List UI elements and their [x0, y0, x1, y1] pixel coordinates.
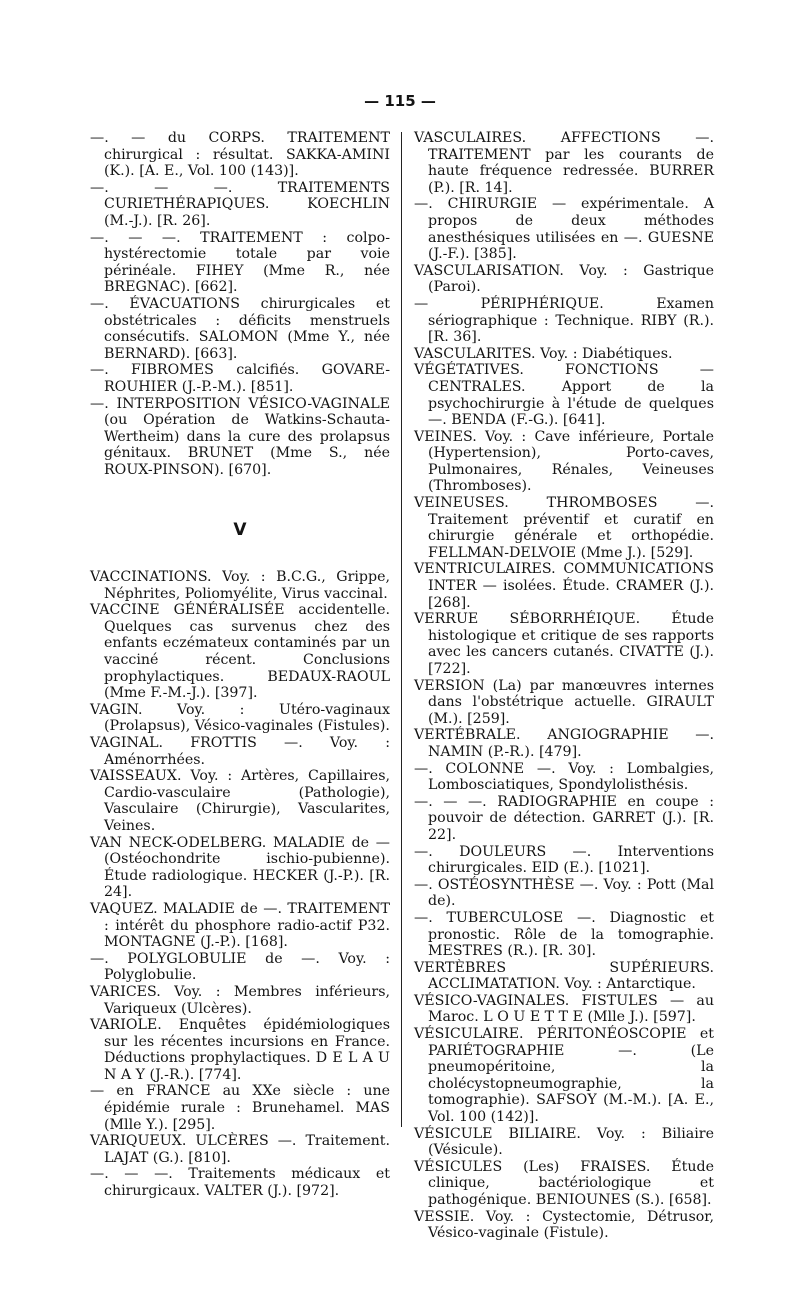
index-entry: —. — —. Traitements médicaux et chirurgicaux. VALTER (J.). [972]. [90, 1166, 390, 1200]
index-entry: VASCULAIRES. AFFECTIONS —. TRAITEMENT par les courants de haute fréquence redressée. BURRER (P.). [R. 14]. [414, 130, 714, 196]
index-entry: VAN NECK-ODELBERG. MALADIE de — (Ostéochondrite ischio-pubienne). Étude radiologique. HECKER (J.-P.). [R. 24]. [90, 834, 390, 901]
index-entry: VÉSICULAIRE. PÉRITONÉOSCOPIE et PARIÉTOGRAPHIE —. (Le pneumopéritoine, la cholécystopneumographie, la tomographie). SAFSOY (M.-M.). [A. E., Vol. 100 (142)]. [414, 1026, 714, 1126]
index-entry: VENTRICULAIRES. COMMUNICATIONS INTER — isolées. Étude. CRAMER (J.). [268]. [414, 561, 714, 611]
index-entry: —. INTERPOSITION VÉSICO-VAGINALE (ou Opération de Watkins-Schauta-Wertheim) dans la cure des prolapsus génitaux. BRUNET (Mme S., née ROUX-PINSON). [670]. [90, 395, 390, 478]
index-entry: —. — du CORPS. TRAITEMENT chirurgical : résultat. SAKKA-AMINI (K.). [A. E., Vol. 100 (143)]. [90, 130, 390, 180]
index-entry: VAQUEZ. MALADIE de —. TRAITEMENT : intérêt du phosphore radio-actif P32. MONTAGNE (J.-P.). [168]. [90, 900, 390, 951]
index-entry: VERTÉBRALE. ANGIOGRAPHIE —. NAMIN (P.-R.). [479]. [414, 727, 714, 760]
left-column [90, 130, 390, 1200]
index-entry: —. — —. RADIOGRAPHIE en coupe : pouvoir de détection. GARRET (J.). [R. 22]. [414, 793, 714, 843]
index-entry: VERTÈBRES SUPÉRIEURS. ACCLIMATATION. Voy. : Antarctique. [414, 959, 714, 993]
index-entry: —. TUBERCULOSE —. Diagnostic et pronostic. Rôle de la tomographie. MESTRES (R.). [R. 30]. [414, 909, 714, 960]
left-entries-before-section [90, 130, 390, 478]
index-entry: VAISSEAUX. Voy. : Artères, Capillaires, Cardio-vasculaire (Pathologie), Vasculaire (Chirurgie), Vascularites, Veines. [90, 768, 390, 834]
index-entry: VAGINAL. FROTTIS —. Voy. : Aménorrhées. [90, 735, 390, 768]
index-entry: VÉSICULES (Les) FRAISES. Étude clinique, bactériologique et pathogénique. BENIOUNES (S.). [658]. [414, 1158, 714, 1208]
index-entry: VÉSICO-VAGINALES. FISTULES — au Maroc. L O U E T T E (Mlle J.). [597]. [414, 992, 714, 1026]
index-entry: VACCINE GÉNÉRALISÉE accidentelle. Quelques cas survenus chez des enfants eczémateux contaminés par un vacciné récent. Conclusions prophylactiques. BEDAUX-RAOUL (Mme F.-M.-J.). [397]. [90, 602, 390, 702]
index-entry: VAGIN. Voy. : Utéro-vaginaux (Prolapsus), Vésico-vaginales (Fistules). [90, 701, 390, 735]
index-entry: VÉSICULE BILIAIRE. Voy. : Biliaire (Vésicule). [414, 1125, 714, 1159]
index-entry: —. — —. TRAITEMENTS CURIETHÉRAPIQUES. KOECHLIN (M.-J.). [R. 26]. [90, 179, 390, 229]
page-number: — 115 — [364, 92, 436, 110]
index-entry: VASCULARITES. Voy. : Diabétiques. [414, 345, 673, 362]
index-entry: —. DOULEURS —. Interventions chirurgicales. EID (E.). [1021]. [414, 843, 714, 877]
index-entry: VEINES. Voy. : Cave inférieure, Portale (Hypertension), Porto-caves, Pulmonaires, Rénales, Veineuses (Thromboses). [414, 428, 714, 495]
index-entry: VERSION (La) par manœuvres internes dans l'obstétrique actuelle. GIRAULT (M.). [259]. [414, 677, 714, 727]
index-entry: VACCINATIONS. Voy. : B.C.G., Grippe, Néphrites, Poliomyélite, Virus vaccinal. [90, 569, 390, 602]
left-entries-after-section [90, 569, 390, 1200]
index-entry: — en FRANCE au XXe siècle : une épidémie rurale : Brunehamel. MAS (Mlle Y.). [295]. [90, 1083, 390, 1133]
right-column [414, 130, 714, 1242]
section-letter-heading: V [233, 520, 247, 541]
index-entry: VARIQUEUX. ULCÈRES —. Traitement. LAJAT (G.). [810]. [90, 1133, 390, 1166]
index-entry: —. FIBROMES calcifiés. GOVARE-ROUHIER (J.-P.-M.). [851]. [90, 362, 390, 395]
index-entry: VASCULARISATION. Voy. : Gastrique (Paroi). [414, 262, 714, 296]
index-entry: —. OSTÉOSYNTHÈSE —. Voy. : Pott (Mal de). [414, 876, 714, 910]
index-entry: VERRUE SÉBORRHÉIQUE. Étude histologique et critique de ses rapports avec les cancers cutanés. CIVATTE (J.). [722]. [414, 611, 714, 677]
column-divider [401, 132, 402, 1127]
index-entry: VARICES. Voy. : Membres inférieurs, Variqueux (Ulcères). [90, 983, 390, 1017]
index-entry: VESSIE. Voy. : Cystectomie, Détrusor, Vésico-vaginale (Fistule). [414, 1208, 714, 1242]
index-entry: —. POLYGLOBULIE de —. Voy. : Polyglobulie. [90, 950, 390, 984]
index-entry: VARIOLE. Enquêtes épidémiologiques sur les récentes incursions en France. Déductions prophylactiques. D E L A U N A Y (J.-R.). [774]. [90, 1017, 390, 1083]
index-entry: —. — —. TRAITEMENT : colpo-hystérectomie totale par voie périnéale. FIHEY (Mme R., née BREGNAC). [662]. [90, 229, 390, 296]
index-entry: —. ÉVACUATIONS chirurgicales et obstétricales : déficits menstruels consécutifs. SALOMON (Mme Y., née BERNARD). [663]. [90, 295, 390, 362]
index-entry: VEINEUSES. THROMBOSES —. Traitement préventif et curatif en chirurgie générale et orthopédie. FELLMAN-DELVOIE (Mme J.). [529]. [414, 495, 714, 561]
index-entry: VÉGÉTATIVES. FONCTIONS — CENTRALES. Apport de la psychochirurgie à l'étude de quelques —. BENDA (F.-G.). [641]. [414, 362, 714, 429]
index-entry: —. COLONNE —. Voy. : Lombalgies, Lombosciatiques, Spondylolisthésis. [414, 760, 714, 794]
index-entry: — PÉRIPHÉRIQUE. Examen sériographique : Technique. RIBY (R.). [R. 36]. [414, 295, 714, 346]
index-entry: —. CHIRURGIE — expérimentale. A propos de deux méthodes anesthésiques utilisées en —. GUESNE (J.-F.). [385]. [414, 196, 714, 263]
